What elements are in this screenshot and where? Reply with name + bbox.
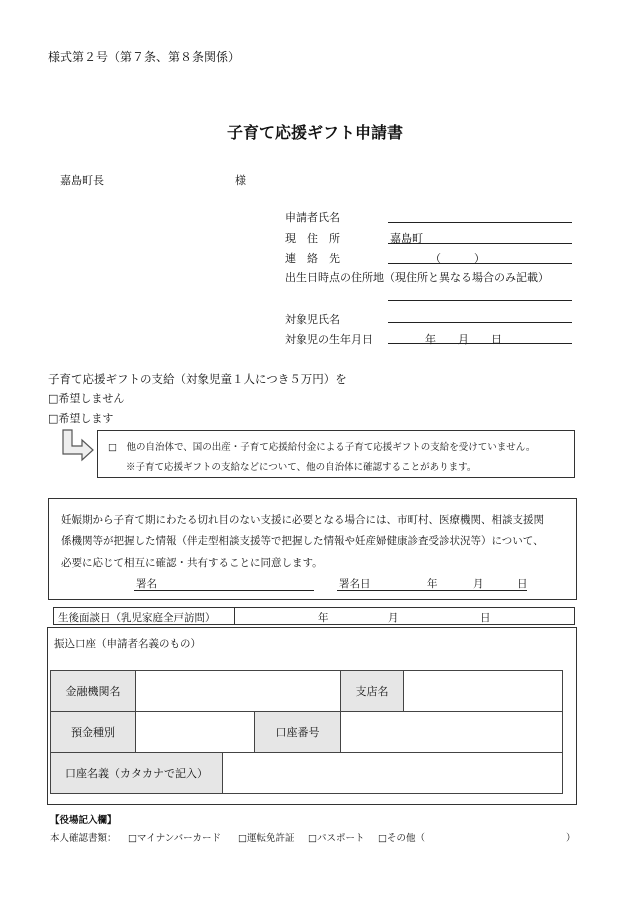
page-title: 子育て応援ギフト申請書 xyxy=(226,123,403,142)
signature-label: 署名 xyxy=(136,578,157,590)
address-value: 嘉島町 xyxy=(390,232,423,245)
contact-field[interactable] xyxy=(388,263,572,264)
branch-input[interactable] xyxy=(403,670,563,712)
signature-year: 年 xyxy=(427,578,438,590)
contact-paren: （ ） xyxy=(430,252,485,265)
account-name-label: 口座名義（カタカナで記入） xyxy=(50,752,223,794)
consent-line-2: 係機関等が把握した情報（伴走型相談支援等で把握した情報や妊産婦健康診査受診状況等）について、 xyxy=(61,535,544,547)
child-birth-label: 対象児の生年月日 xyxy=(285,333,373,346)
id-doc-passport[interactable]: □パスポート xyxy=(308,833,365,844)
signature-date-label: 署名日 xyxy=(339,578,371,590)
other-municipality-note xyxy=(97,430,575,478)
gift-question: 子育て応援ギフトの支給（対象児童１人につき５万円）を xyxy=(48,372,347,386)
account-number-input[interactable] xyxy=(340,711,563,753)
contact-label: 連 絡 先 xyxy=(285,252,340,265)
form-number: 様式第２号（第７条、第８条関係） xyxy=(48,50,241,64)
account-number-label: 口座番号 xyxy=(254,711,341,753)
id-doc-license[interactable]: □運転免許証 xyxy=(238,833,295,844)
interview-year[interactable]: 年 xyxy=(318,612,329,624)
addressee-honorific: 様 xyxy=(235,174,246,187)
address-field[interactable] xyxy=(388,243,572,244)
applicant-name-field[interactable] xyxy=(388,222,572,223)
note-line-2: ※子育て応援ギフトの支給などについて、他の自治体に確認することがあります。 xyxy=(126,462,477,473)
consent-line-1: 妊娠期から子育て期にわたる切れ目のない支援に必要となる場合には、市町村、医療機関、相談支援関 xyxy=(61,514,544,526)
interview-month[interactable]: 月 xyxy=(388,612,399,624)
account-name-input[interactable] xyxy=(222,752,563,794)
child-name-label: 対象児氏名 xyxy=(285,313,340,326)
arrow-right-icon xyxy=(60,428,96,462)
id-doc-other-close: ） xyxy=(566,833,576,844)
gift-option-no[interactable]: □希望しません xyxy=(48,392,125,405)
interview-divider xyxy=(234,608,235,624)
institution-input[interactable] xyxy=(135,670,341,712)
consent-line-3: 必要に応じて相互に確認・共有することに同意します。 xyxy=(61,557,323,569)
child-name-field[interactable] xyxy=(388,322,572,323)
interview-label: 生後面談日（乳児家庭全戸訪問） xyxy=(58,612,216,624)
applicant-name-label: 申請者氏名 xyxy=(285,211,340,224)
signature-day: 日 xyxy=(517,578,528,590)
gift-option-yes[interactable]: □希望します xyxy=(48,412,114,425)
id-docs-label: 本人確認書類： xyxy=(50,833,117,844)
child-birth-value: 年 月 日 xyxy=(425,333,502,346)
interview-row xyxy=(53,607,575,625)
address-label: 現 住 所 xyxy=(285,232,340,245)
branch-label: 支店名 xyxy=(340,670,404,712)
id-doc-other[interactable]: □その他（ xyxy=(378,833,425,844)
signature-date-field[interactable] xyxy=(337,590,527,591)
consent-box xyxy=(48,498,577,600)
deposit-type-input[interactable] xyxy=(135,711,255,753)
institution-label: 金融機関名 xyxy=(50,670,136,712)
birth-address-label: 出生日時点の住所地（現住所と異なる場合のみ記載） xyxy=(285,271,549,284)
id-doc-mynumber[interactable]: □マイナンバーカード xyxy=(128,833,221,844)
signature-field[interactable] xyxy=(134,590,314,591)
office-section-title: 【役場記入欄】 xyxy=(50,815,117,826)
note-line-1[interactable]: □ 他の自治体で、国の出産・子育て応援給付金による子育て応援ギフトの支給を受けていません。 xyxy=(108,442,536,453)
child-birth-field[interactable] xyxy=(388,343,572,344)
birth-address-field[interactable] xyxy=(388,300,572,301)
signature-month: 月 xyxy=(473,578,484,590)
bank-section-title: 振込口座（申請者名義のもの） xyxy=(54,638,201,650)
deposit-type-label: 預金種別 xyxy=(50,711,136,753)
interview-day[interactable]: 日 xyxy=(480,612,491,624)
addressee-mayor: 嘉島町長 xyxy=(60,174,104,187)
